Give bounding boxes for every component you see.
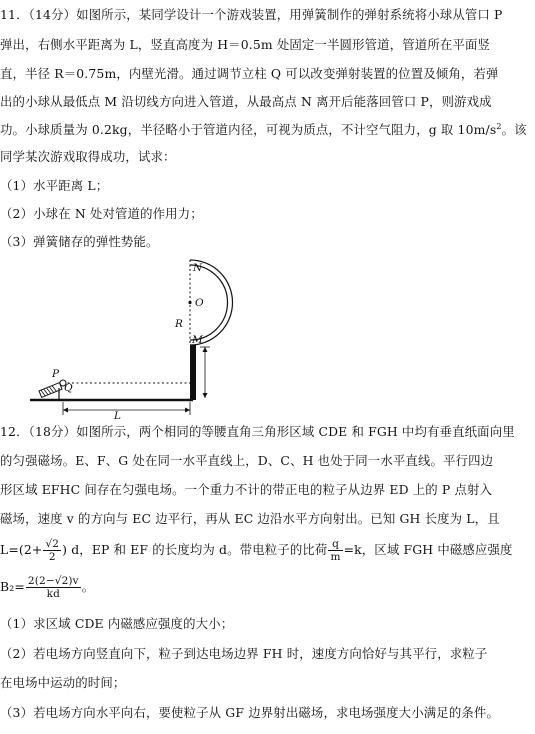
- q-over-m-fraction: $\frac{q}{m}$: [330, 538, 341, 563]
- pillar: [190, 345, 196, 400]
- q12-line-6: [0, 572, 535, 602]
- q12-line-2: 的匀强磁场。E、F、G 处在同一水平直线上，D、C、H 也处于同一水平直线。平行四边: [0, 453, 494, 468]
- center-point: [188, 301, 191, 304]
- q12-sub-2a: （2）若电场方向竖直向下，粒子到达电场边界 FH 时，速度方向恰好与其平行，求粒子: [0, 646, 488, 661]
- q12-sub-2b: 在电场中运动的时间；: [0, 675, 126, 690]
- q12-line-3: 形区域 EFHC 间存在匀强电场。一个重力不计的带正电的粒子从边界 ED 上的 P 点射入: [0, 482, 493, 497]
- q11-figure: [30, 255, 204, 422]
- B2-fraction: $\frac{2(2-√2)v}{kd}$: [27, 575, 79, 600]
- q11-sub-2: （2）小球在 N 处对管道的作用力；: [0, 206, 203, 221]
- q12-line-5: [0, 535, 535, 565]
- q12-line-4: 磁场，速度 v 的方向与 EC 边平行，再从 EC 边沿水平方向射出。已知 GH 长度为 L，且: [0, 511, 500, 526]
- q11-line-5-sup: 2: [496, 121, 502, 131]
- q12-line-6b: 。: [81, 579, 95, 594]
- q11-line-4: 出的小球从最低点 M 沿切线方向进入管道，从最高点 N 离开后能落回管口 P，则游戏成: [0, 94, 492, 109]
- label-R: R: [175, 318, 183, 330]
- q11-line-3: 直，半径 R＝0.75m，内壁光滑。通过调节立柱 Q 可以改变弹射装置的位置及倾角，若弹: [0, 66, 499, 81]
- q11-line-6: 同学某次游戏取得成功，试求：: [0, 149, 176, 164]
- q11-sub-3: （3）弹簧储存的弹性势能。: [0, 234, 159, 249]
- q11-sub-1: （1）水平距离 L；: [0, 178, 109, 193]
- q11-line-5a: 功。小球质量为 0.2kg，半径略小于管道内径，可视为质点，不计空气阻力，g 取 10m/s: [0, 122, 497, 137]
- q12-sub-3: （3）若电场方向水平向右，要使粒子从 GF 边界射出磁场，求电场强度大小满足的条件。: [0, 705, 500, 720]
- q11-line-2: 弹出，右侧水平距离为 L，竖直高度为 H＝0.5m 处固定一半圆形管道，管道所在平面竖: [0, 37, 491, 52]
- q12-line-5c: =k，区域 FGH 中磁感应强度: [343, 542, 513, 557]
- q12-line-6a: B₂=: [0, 579, 25, 594]
- label-Q: Q: [64, 382, 73, 394]
- q11-line-5b: 。该: [501, 122, 527, 137]
- label-L: L: [114, 410, 121, 422]
- label-M: M: [192, 334, 203, 346]
- q12-line-1: 12．（18分）如图所示，两个相同的等腰直角三角形区域 CDE 和 FGH 中均有垂直纸面向里: [0, 424, 515, 439]
- label-N: N: [193, 262, 203, 274]
- q12-line-5b: ) d，EP 和 EF 的长度均为 d。带电粒子的比荷: [62, 542, 328, 557]
- q11-line-5: [0, 121, 535, 139]
- label-O: O: [195, 297, 204, 309]
- q12-sub-1: （1）求区域 CDE 内磁感应强度的大小；: [0, 616, 234, 631]
- sqrt2-over-2-fraction: $\frac{√2}{2}$: [45, 538, 60, 563]
- label-P: P: [52, 368, 60, 380]
- q12-line-5a: L=(2+: [0, 542, 43, 557]
- q11-line-1: 11．（14分）如图所示，某同学设计一个游戏装置，用弹簧制作的弹射系统将小球从管口 P: [0, 7, 503, 22]
